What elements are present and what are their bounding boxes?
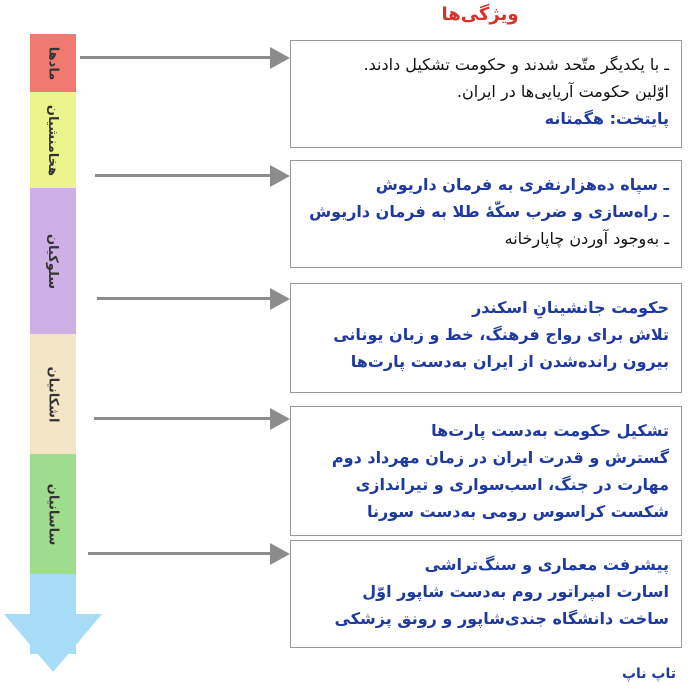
connector-arrowhead <box>270 47 290 69</box>
connector-arrowhead <box>270 543 290 565</box>
feature-line: حکومت جانشینانِ اسکندر <box>472 298 669 317</box>
feature-line: پایتخت: هگمتانه <box>544 109 669 128</box>
features-box-sasanians <box>290 540 682 648</box>
timeline-segment-achaemenids <box>30 92 76 188</box>
features-box-seleucids <box>290 283 682 393</box>
features-box-achaemenids <box>290 160 682 268</box>
feature-line: بیرون رانده‌شدن از ایران به‌دست پارت‌ها <box>350 352 669 371</box>
connector-arrow-line <box>80 56 272 59</box>
timeline-label: مادها <box>45 46 61 80</box>
feature-line: تلاش برای رواج فرهنگ، خط و زبان یونانی <box>333 325 669 344</box>
timeline-label: هخامنشیان <box>45 104 61 176</box>
feature-line: شکست کراسوس رومی به‌دست سورنا <box>367 502 669 521</box>
features-box-medes <box>290 40 682 148</box>
connector-arrowhead <box>270 165 290 187</box>
timeline-label: ساسانیان <box>45 483 61 545</box>
feature-line: اوّلین حکومت آریایی‌ها در ایران. <box>456 82 669 101</box>
features-box-parthians <box>290 406 682 536</box>
connector-arrowhead <box>270 408 290 430</box>
timeline-label: سلوکیان <box>45 233 61 289</box>
timeline-arrowhead <box>4 614 102 672</box>
timeline-segment-seleucids <box>30 188 76 334</box>
feature-line: ساخت دانشگاه جندی‌شاپور و رونق پزشکی <box>334 609 669 628</box>
connector-arrow-line <box>94 417 272 420</box>
diagram-title: ویژگی‌ها <box>441 4 519 25</box>
connector-arrowhead <box>270 288 290 310</box>
connector-arrow-line <box>95 174 272 177</box>
feature-line: گسترش و قدرت ایران در زمان مهرداد دوم <box>331 448 669 467</box>
feature-line: اسارت امپراتور روم به‌دست شاپور اوّل <box>362 582 669 601</box>
feature-line: پیشرفت معماری و سنگ‌تراشی <box>424 555 669 574</box>
timeline-segment-medes <box>30 34 76 92</box>
timeline-label: اشکانیان <box>45 366 61 422</box>
feature-line: مهارت در جنگ، اسب‌سواری و تیراندازی <box>355 475 669 494</box>
timeline-segment-sasanians <box>30 454 76 574</box>
watermark-text: تاپ ناپ <box>621 666 677 682</box>
feature-line: تشکیل حکومت به‌دست پارت‌ها <box>431 421 669 440</box>
connector-arrow-line <box>97 297 272 300</box>
feature-line: ـ با یکدیگر متّحد شدند و حکومت تشکیل دادند. <box>363 55 669 74</box>
timeline-segment-parthians <box>30 334 76 454</box>
feature-line: ـ راه‌سازی و ضرب سکّهٔ طلا به فرمان داریوش <box>309 202 669 221</box>
feature-line: ـ به‌وجود آوردن چاپارخانه <box>504 229 669 248</box>
connector-arrow-line <box>88 552 272 555</box>
feature-line: ـ سپاه ده‌هزارنفری به فرمان داریوش <box>375 175 669 194</box>
